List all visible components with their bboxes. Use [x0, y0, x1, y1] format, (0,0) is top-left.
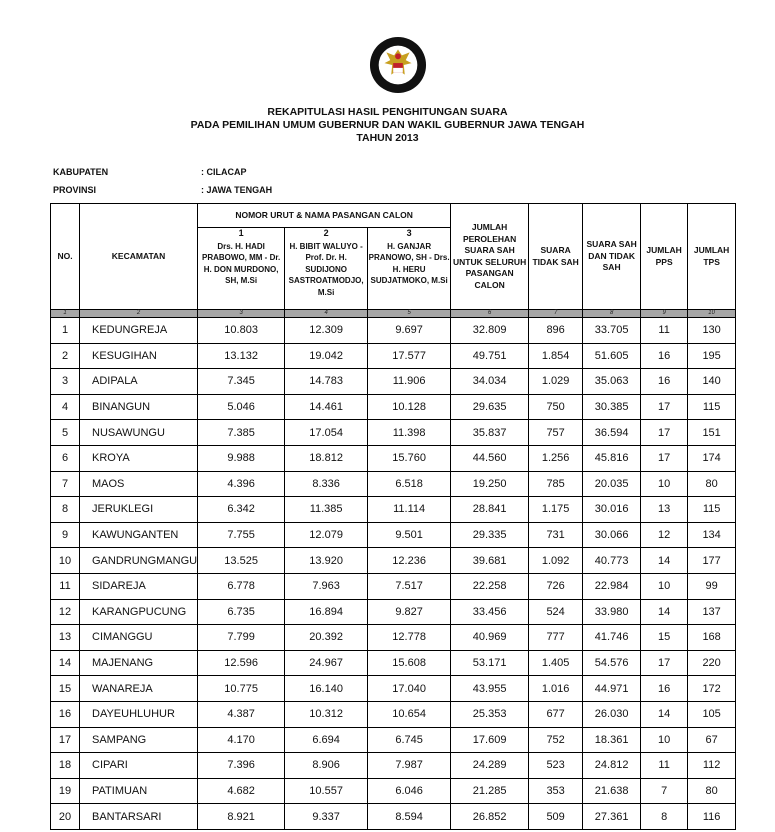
- cell-sah-tidak-sah: 20.035: [583, 471, 641, 497]
- column-index: 5: [368, 310, 451, 318]
- cell-no: 14: [51, 650, 80, 676]
- cell-candidate-1-votes: 7.799: [198, 625, 285, 651]
- cell-sah-tidak-sah: 41.746: [583, 625, 641, 651]
- cell-pps: 14: [641, 599, 688, 625]
- recap-table: [50, 203, 736, 830]
- table-row: [51, 420, 736, 446]
- cell-sah-tidak-sah: 24.812: [583, 753, 641, 779]
- cell-kecamatan: SIDAREJA: [80, 573, 198, 599]
- cell-total-sah: 40.969: [451, 625, 529, 651]
- table-row: [51, 445, 736, 471]
- cell-tps: 115: [688, 394, 736, 420]
- cell-sah-tidak-sah: 30.066: [583, 522, 641, 548]
- cell-candidate-3-votes: 17.040: [368, 676, 451, 702]
- cell-no: 16: [51, 701, 80, 727]
- cell-kecamatan: DAYEUHLUHUR: [80, 701, 198, 727]
- cell-tidak-sah: 1.029: [529, 369, 583, 395]
- header-tps: JUMLAH TPS: [688, 204, 736, 310]
- cell-pps: 12: [641, 522, 688, 548]
- cell-pps: 7: [641, 778, 688, 804]
- cell-sah-tidak-sah: 51.605: [583, 343, 641, 369]
- column-index: 3: [198, 310, 285, 318]
- column-index: 2: [80, 310, 198, 318]
- cell-total-sah: 28.841: [451, 497, 529, 523]
- cell-pps: 8: [641, 804, 688, 830]
- cell-candidate-2-votes: 16.140: [285, 676, 368, 702]
- column-index: 10: [688, 310, 736, 318]
- cell-candidate-3-votes: 9.501: [368, 522, 451, 548]
- cell-candidate-1-votes: 13.132: [198, 343, 285, 369]
- cell-candidate-3-votes: 9.697: [368, 318, 451, 344]
- cell-tps: 130: [688, 318, 736, 344]
- kabupaten-row: [53, 167, 247, 177]
- cell-kecamatan: KAWUNGANTEN: [80, 522, 198, 548]
- cell-tps: 80: [688, 471, 736, 497]
- provinsi-row: [53, 185, 272, 195]
- candidate-1-number: 1: [238, 228, 244, 238]
- cell-kecamatan: PATIMUAN: [80, 778, 198, 804]
- cell-candidate-2-votes: 9.337: [285, 804, 368, 830]
- cell-candidate-3-votes: 11.114: [368, 497, 451, 523]
- cell-tidak-sah: 777: [529, 625, 583, 651]
- cell-tidak-sah: 757: [529, 420, 583, 446]
- cell-candidate-2-votes: 12.079: [285, 522, 368, 548]
- cell-total-sah: 21.285: [451, 778, 529, 804]
- cell-candidate-3-votes: 6.745: [368, 727, 451, 753]
- cell-candidate-1-votes: 6.342: [198, 497, 285, 523]
- table-row: [51, 369, 736, 395]
- cell-total-sah: 44.560: [451, 445, 529, 471]
- candidate-2-number: 2: [323, 228, 329, 238]
- cell-tps: 168: [688, 625, 736, 651]
- cell-total-sah: 35.837: [451, 420, 529, 446]
- cell-candidate-2-votes: 16.894: [285, 599, 368, 625]
- table-row: [51, 676, 736, 702]
- cell-kecamatan: CIPARI: [80, 753, 198, 779]
- cell-candidate-1-votes: 4.682: [198, 778, 285, 804]
- cell-no: 6: [51, 445, 80, 471]
- cell-candidate-2-votes: 14.783: [285, 369, 368, 395]
- cell-pps: 14: [641, 548, 688, 574]
- cell-pps: 17: [641, 650, 688, 676]
- cell-tps: 99: [688, 573, 736, 599]
- cell-candidate-2-votes: 10.557: [285, 778, 368, 804]
- table-row: [51, 522, 736, 548]
- cell-tidak-sah: 509: [529, 804, 583, 830]
- cell-no: 10: [51, 548, 80, 574]
- table-row: [51, 343, 736, 369]
- header-candidate-1: [198, 228, 285, 310]
- cell-total-sah: 34.034: [451, 369, 529, 395]
- cell-kecamatan: KEDUNGREJA: [80, 318, 198, 344]
- table-row: [51, 727, 736, 753]
- cell-tidak-sah: 731: [529, 522, 583, 548]
- header-candidate-3: [368, 228, 451, 310]
- report-title-line-1: REKAPITULASI HASIL PENGHITUNGAN SUARA: [267, 106, 508, 118]
- cell-total-sah: 49.751: [451, 343, 529, 369]
- cell-sah-tidak-sah: 35.063: [583, 369, 641, 395]
- cell-kecamatan: KARANGPUCUNG: [80, 599, 198, 625]
- cell-candidate-2-votes: 6.694: [285, 727, 368, 753]
- cell-candidate-3-votes: 17.577: [368, 343, 451, 369]
- cell-candidate-1-votes: 10.775: [198, 676, 285, 702]
- kabupaten-label: KABUPATEN: [53, 167, 109, 177]
- cell-candidate-1-votes: 7.755: [198, 522, 285, 548]
- cell-candidate-1-votes: 7.385: [198, 420, 285, 446]
- table-row: [51, 394, 736, 420]
- table-row: [51, 650, 736, 676]
- cell-no: 3: [51, 369, 80, 395]
- cell-tidak-sah: 524: [529, 599, 583, 625]
- cell-total-sah: 22.258: [451, 573, 529, 599]
- cell-no: 18: [51, 753, 80, 779]
- cell-pps: 17: [641, 420, 688, 446]
- cell-no: 11: [51, 573, 80, 599]
- candidate-1-name: Drs. H. HADI PRABOWO, MM - Dr. H. DON MURDONO, SH, M.Si: [202, 241, 281, 285]
- cell-no: 4: [51, 394, 80, 420]
- cell-candidate-2-votes: 19.042: [285, 343, 368, 369]
- cell-candidate-3-votes: 7.517: [368, 573, 451, 599]
- cell-tps: 140: [688, 369, 736, 395]
- cell-total-sah: 19.250: [451, 471, 529, 497]
- cell-total-sah: 43.955: [451, 676, 529, 702]
- header-sah-tidak-sah: SUARA SAH DAN TIDAK SAH: [583, 204, 641, 310]
- cell-sah-tidak-sah: 40.773: [583, 548, 641, 574]
- cell-no: 15: [51, 676, 80, 702]
- cell-candidate-2-votes: 12.309: [285, 318, 368, 344]
- cell-candidate-2-votes: 14.461: [285, 394, 368, 420]
- cell-candidate-2-votes: 18.812: [285, 445, 368, 471]
- table-row: [51, 753, 736, 779]
- cell-no: 17: [51, 727, 80, 753]
- cell-tps: 116: [688, 804, 736, 830]
- cell-candidate-1-votes: 7.396: [198, 753, 285, 779]
- cell-tidak-sah: 1.405: [529, 650, 583, 676]
- cell-candidate-1-votes: 10.803: [198, 318, 285, 344]
- column-index: 9: [641, 310, 688, 318]
- cell-sah-tidak-sah: 21.638: [583, 778, 641, 804]
- candidate-3-name: H. GANJAR PRANOWO, SH - Drs. H. HERU SUDJATMOKO, M.Si: [368, 241, 450, 285]
- column-index: 1: [51, 310, 80, 318]
- cell-total-sah: 17.609: [451, 727, 529, 753]
- table-row: [51, 804, 736, 830]
- cell-tidak-sah: 1.256: [529, 445, 583, 471]
- cell-candidate-1-votes: 9.988: [198, 445, 285, 471]
- table-row: [51, 701, 736, 727]
- cell-no: 5: [51, 420, 80, 446]
- cell-candidate-2-votes: 8.336: [285, 471, 368, 497]
- cell-candidate-2-votes: 13.920: [285, 548, 368, 574]
- cell-candidate-1-votes: 8.921: [198, 804, 285, 830]
- table-row: [51, 778, 736, 804]
- cell-kecamatan: WANAREJA: [80, 676, 198, 702]
- cell-candidate-1-votes: 4.170: [198, 727, 285, 753]
- cell-kecamatan: CIMANGGU: [80, 625, 198, 651]
- cell-sah-tidak-sah: 44.971: [583, 676, 641, 702]
- cell-tidak-sah: 752: [529, 727, 583, 753]
- kabupaten-value: : CILACAP: [201, 167, 247, 177]
- table-row: [51, 599, 736, 625]
- table-row: [51, 497, 736, 523]
- cell-candidate-1-votes: 7.345: [198, 369, 285, 395]
- cell-total-sah: 26.852: [451, 804, 529, 830]
- candidate-3-number: 3: [406, 228, 412, 238]
- table-row: [51, 318, 736, 344]
- cell-sah-tidak-sah: 18.361: [583, 727, 641, 753]
- column-index-row: [51, 310, 736, 318]
- cell-candidate-3-votes: 9.827: [368, 599, 451, 625]
- cell-candidate-1-votes: 6.778: [198, 573, 285, 599]
- cell-tidak-sah: 896: [529, 318, 583, 344]
- column-index: 6: [451, 310, 529, 318]
- header-kecamatan: KECAMATAN: [80, 204, 198, 310]
- cell-tidak-sah: 1.016: [529, 676, 583, 702]
- cell-candidate-3-votes: 11.398: [368, 420, 451, 446]
- candidate-2-name: H. BIBIT WALUYO - Prof. Dr. H. SUDIJONO SASTROATMODJO, M.Si: [288, 241, 364, 297]
- table-row: [51, 625, 736, 651]
- cell-kecamatan: NUSAWUNGU: [80, 420, 198, 446]
- cell-tidak-sah: 785: [529, 471, 583, 497]
- column-index: 7: [529, 310, 583, 318]
- cell-tps: 177: [688, 548, 736, 574]
- cell-sah-tidak-sah: 54.576: [583, 650, 641, 676]
- cell-candidate-1-votes: 13.525: [198, 548, 285, 574]
- cell-candidate-1-votes: 4.387: [198, 701, 285, 727]
- cell-no: 7: [51, 471, 80, 497]
- cell-total-sah: 29.335: [451, 522, 529, 548]
- cell-tps: 112: [688, 753, 736, 779]
- cell-kecamatan: GANDRUNGMANGU: [80, 548, 198, 574]
- cell-pps: 10: [641, 727, 688, 753]
- cell-candidate-3-votes: 8.594: [368, 804, 451, 830]
- cell-candidate-2-votes: 7.963: [285, 573, 368, 599]
- cell-no: 12: [51, 599, 80, 625]
- cell-kecamatan: BANTARSARI: [80, 804, 198, 830]
- cell-sah-tidak-sah: 33.705: [583, 318, 641, 344]
- cell-sah-tidak-sah: 22.984: [583, 573, 641, 599]
- cell-pps: 16: [641, 676, 688, 702]
- column-index: 8: [583, 310, 641, 318]
- report-title-line-2: PADA PEMILIHAN UMUM GUBERNUR DAN WAKIL GUBERNUR JAWA TENGAH: [190, 119, 585, 131]
- cell-tps: 174: [688, 445, 736, 471]
- cell-tps: 134: [688, 522, 736, 548]
- cell-no: 9: [51, 522, 80, 548]
- cell-no: 20: [51, 804, 80, 830]
- cell-sah-tidak-sah: 27.361: [583, 804, 641, 830]
- report-title-line-3: TAHUN 2013: [356, 132, 419, 144]
- cell-kecamatan: BINANGUN: [80, 394, 198, 420]
- cell-candidate-3-votes: 12.778: [368, 625, 451, 651]
- cell-tidak-sah: 523: [529, 753, 583, 779]
- cell-no: 19: [51, 778, 80, 804]
- cell-candidate-3-votes: 12.236: [368, 548, 451, 574]
- cell-candidate-1-votes: 12.596: [198, 650, 285, 676]
- cell-candidate-3-votes: 11.906: [368, 369, 451, 395]
- cell-total-sah: 39.681: [451, 548, 529, 574]
- cell-sah-tidak-sah: 36.594: [583, 420, 641, 446]
- cell-pps: 10: [641, 471, 688, 497]
- cell-pps: 13: [641, 497, 688, 523]
- cell-pps: 17: [641, 445, 688, 471]
- provinsi-value: : JAWA TENGAH: [201, 185, 273, 195]
- table-row: [51, 471, 736, 497]
- cell-candidate-2-votes: 10.312: [285, 701, 368, 727]
- cell-tidak-sah: 1.854: [529, 343, 583, 369]
- cell-candidate-3-votes: 15.760: [368, 445, 451, 471]
- cell-candidate-2-votes: 11.385: [285, 497, 368, 523]
- header-total-sah: JUMLAH PEROLEHAN SUARA SAH UNTUK SELURUH PASANGAN CALON: [451, 204, 529, 310]
- cell-total-sah: 53.171: [451, 650, 529, 676]
- cell-pps: 11: [641, 753, 688, 779]
- cell-tps: 67: [688, 727, 736, 753]
- cell-tps: 105: [688, 701, 736, 727]
- cell-candidate-2-votes: 17.054: [285, 420, 368, 446]
- cell-tps: 80: [688, 778, 736, 804]
- cell-no: 1: [51, 318, 80, 344]
- cell-no: 8: [51, 497, 80, 523]
- table-row: [51, 548, 736, 574]
- provinsi-label: PROVINSI: [53, 185, 97, 195]
- cell-total-sah: 25.353: [451, 701, 529, 727]
- cell-candidate-3-votes: 6.518: [368, 471, 451, 497]
- cell-tps: 137: [688, 599, 736, 625]
- cell-total-sah: 29.635: [451, 394, 529, 420]
- header-no: NO.: [51, 204, 80, 310]
- column-index: 4: [285, 310, 368, 318]
- cell-candidate-3-votes: 6.046: [368, 778, 451, 804]
- cell-no: 2: [51, 343, 80, 369]
- cell-candidate-1-votes: 4.396: [198, 471, 285, 497]
- cell-pps: 16: [641, 343, 688, 369]
- table-row: [51, 573, 736, 599]
- header-candidate-2: [285, 228, 368, 310]
- header-candidates-group: NOMOR URUT & NAMA PASANGAN CALON: [198, 204, 451, 228]
- cell-candidate-3-votes: 10.128: [368, 394, 451, 420]
- cell-candidate-3-votes: 10.654: [368, 701, 451, 727]
- cell-kecamatan: MAJENANG: [80, 650, 198, 676]
- cell-sah-tidak-sah: 30.016: [583, 497, 641, 523]
- cell-tidak-sah: 677: [529, 701, 583, 727]
- cell-candidate-3-votes: 15.608: [368, 650, 451, 676]
- cell-candidate-1-votes: 6.735: [198, 599, 285, 625]
- cell-total-sah: 24.289: [451, 753, 529, 779]
- cell-tidak-sah: 726: [529, 573, 583, 599]
- cell-candidate-2-votes: 24.967: [285, 650, 368, 676]
- cell-tps: 220: [688, 650, 736, 676]
- cell-pps: 10: [641, 573, 688, 599]
- cell-candidate-1-votes: 5.046: [198, 394, 285, 420]
- cell-candidate-3-votes: 7.987: [368, 753, 451, 779]
- cell-pps: 11: [641, 318, 688, 344]
- cell-total-sah: 33.456: [451, 599, 529, 625]
- cell-tps: 195: [688, 343, 736, 369]
- cell-tidak-sah: 1.175: [529, 497, 583, 523]
- cell-pps: 16: [641, 369, 688, 395]
- header-pps: JUMLAH PPS: [641, 204, 688, 310]
- cell-pps: 17: [641, 394, 688, 420]
- cell-tps: 172: [688, 676, 736, 702]
- header-tidak-sah: SUARA TIDAK SAH: [529, 204, 583, 310]
- cell-pps: 14: [641, 701, 688, 727]
- cell-sah-tidak-sah: 45.816: [583, 445, 641, 471]
- cell-sah-tidak-sah: 33.980: [583, 599, 641, 625]
- cell-kecamatan: KESUGIHAN: [80, 343, 198, 369]
- cell-kecamatan: ADIPALA: [80, 369, 198, 395]
- cell-candidate-2-votes: 20.392: [285, 625, 368, 651]
- cell-tps: 115: [688, 497, 736, 523]
- cell-candidate-2-votes: 8.906: [285, 753, 368, 779]
- cell-tidak-sah: 1.092: [529, 548, 583, 574]
- cell-kecamatan: MAOS: [80, 471, 198, 497]
- cell-tidak-sah: 353: [529, 778, 583, 804]
- cell-kecamatan: JERUKLEGI: [80, 497, 198, 523]
- cell-tidak-sah: 750: [529, 394, 583, 420]
- cell-sah-tidak-sah: 30.385: [583, 394, 641, 420]
- cell-kecamatan: KROYA: [80, 445, 198, 471]
- cell-total-sah: 32.809: [451, 318, 529, 344]
- kpu-logo: [369, 36, 427, 94]
- cell-no: 13: [51, 625, 80, 651]
- cell-pps: 15: [641, 625, 688, 651]
- cell-sah-tidak-sah: 26.030: [583, 701, 641, 727]
- cell-tps: 151: [688, 420, 736, 446]
- cell-kecamatan: SAMPANG: [80, 727, 198, 753]
